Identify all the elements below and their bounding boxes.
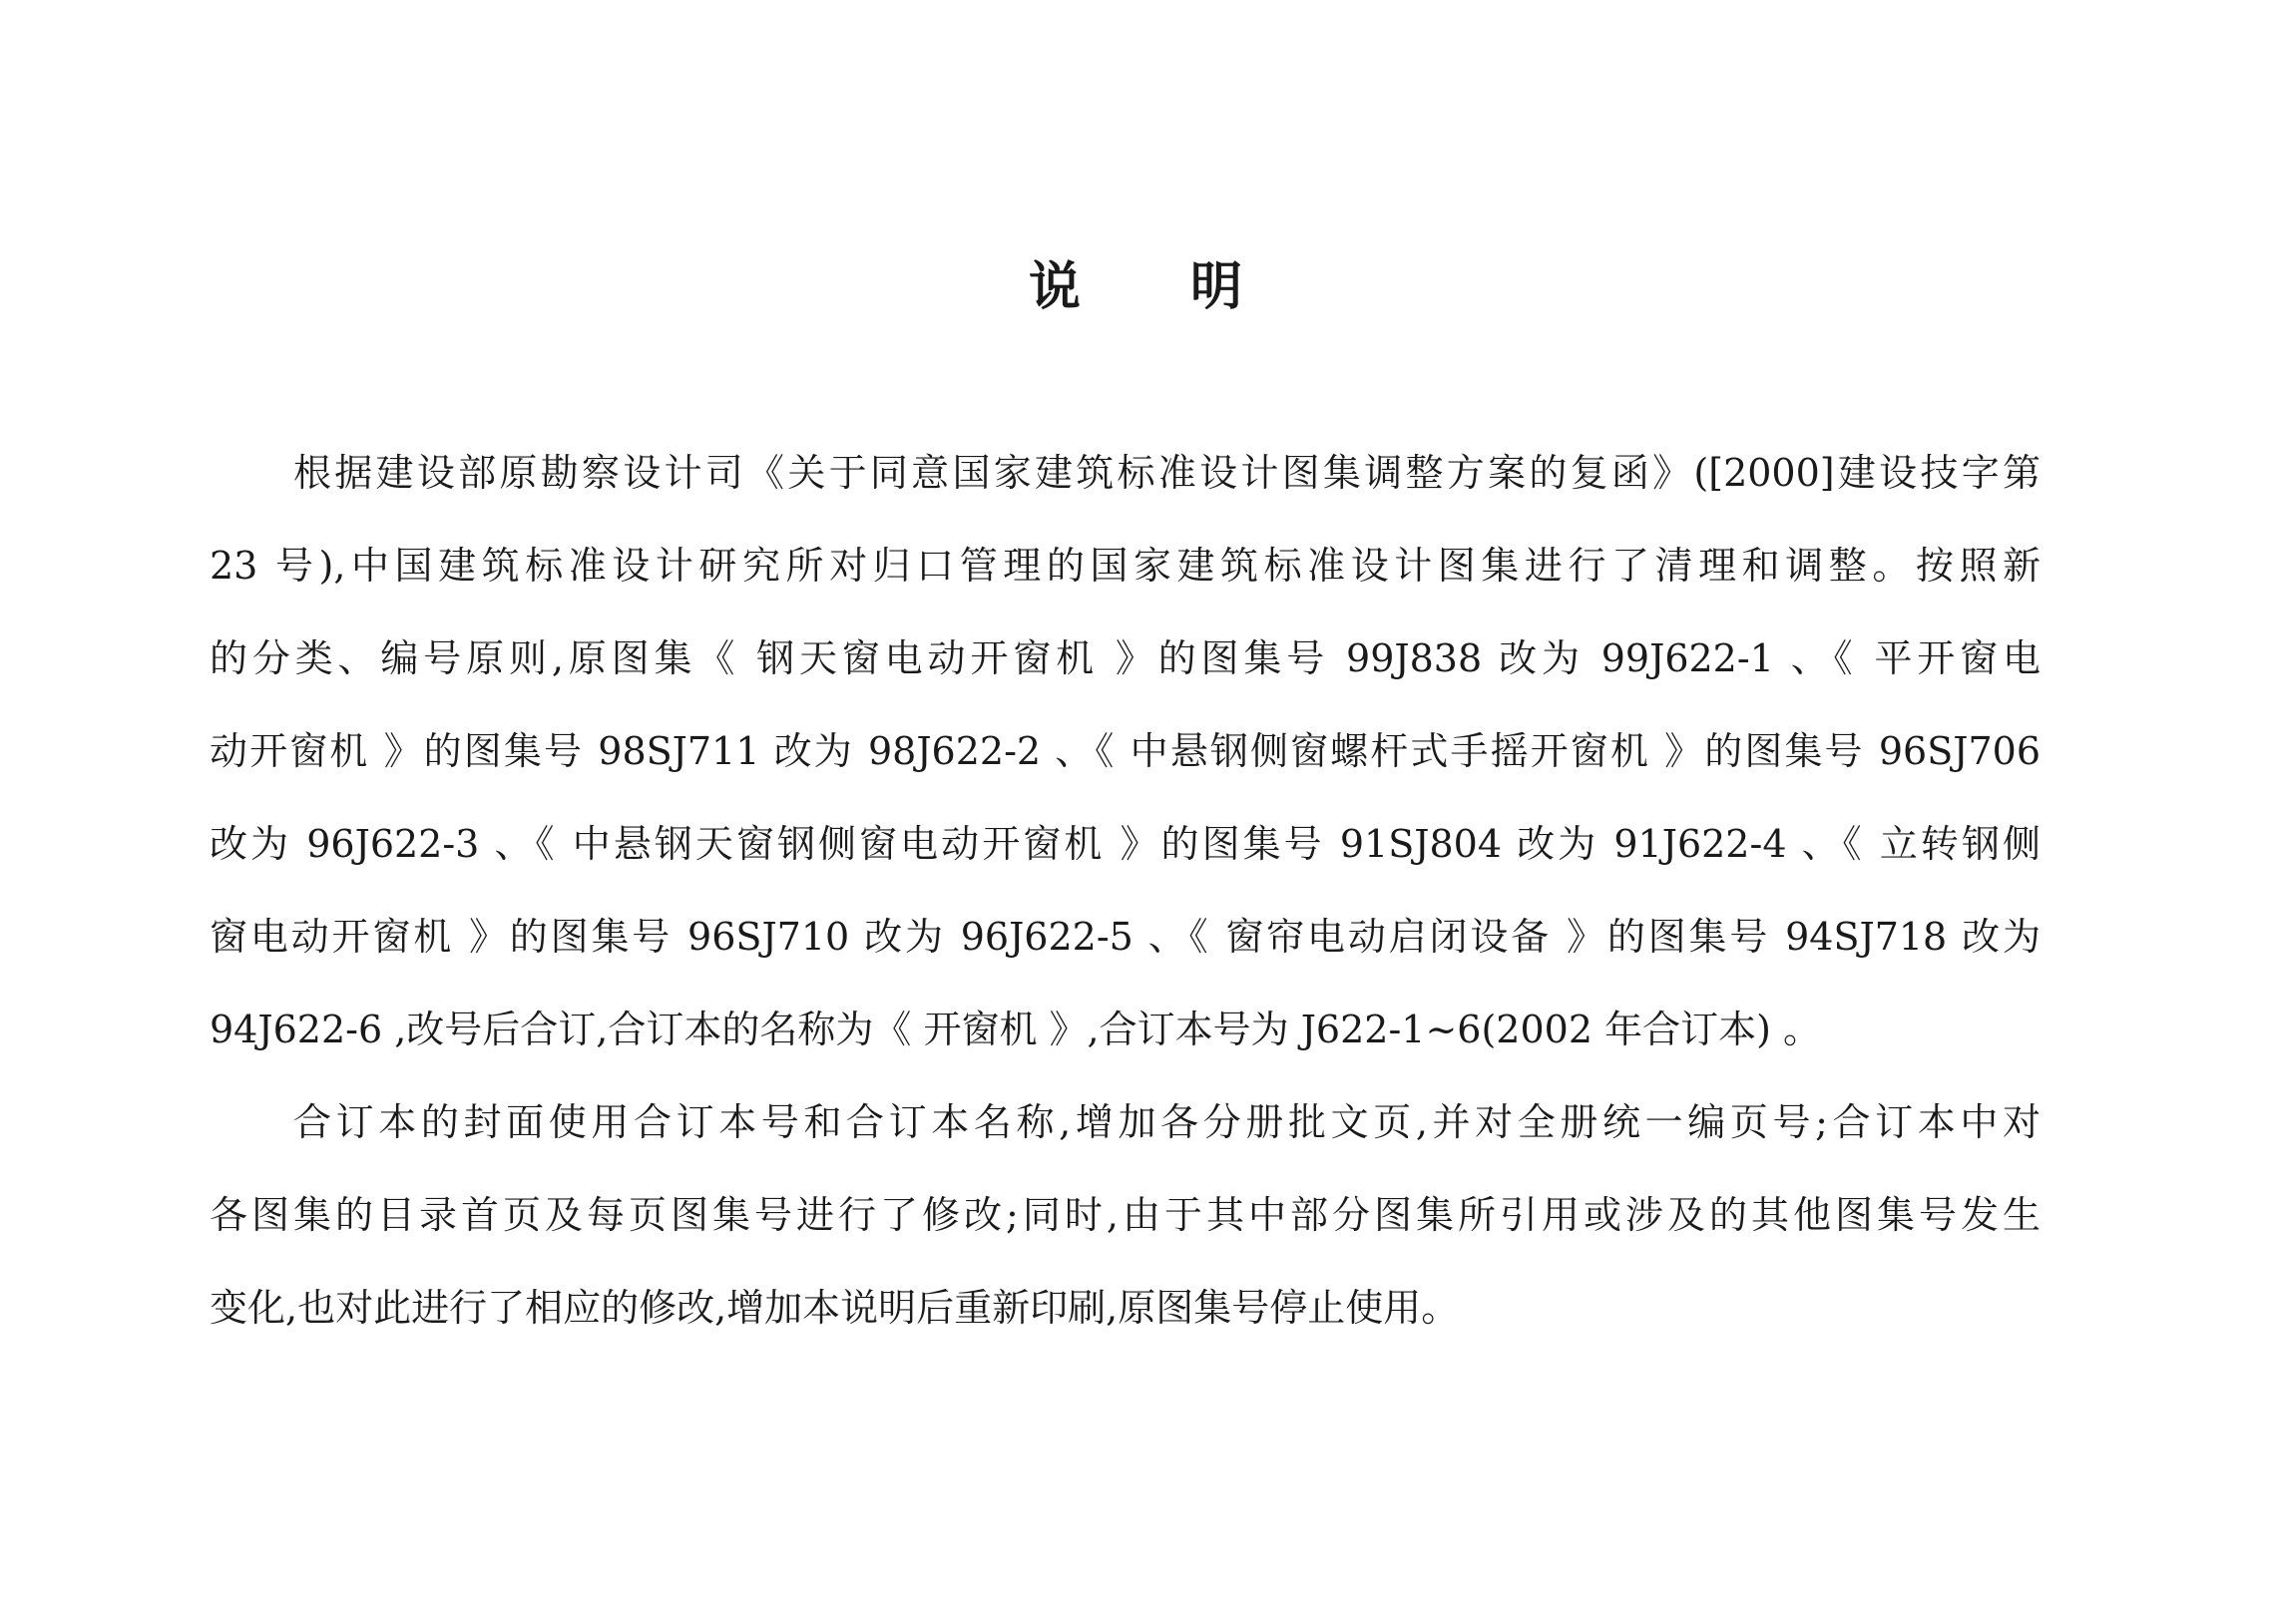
paragraph-line: 改为 96J622-3 、《 中悬钢天窗钢侧窗电动开窗机 》的图集号 91SJ804 改为 91J622-4 、《 立转钢侧 <box>210 822 2041 866</box>
paragraph-line: 94J622-6 ,改号后合订,合订本的名称为《 开窗机 》,合订本号为 J622-1~6(2002 年合订本) 。 <box>210 1008 1822 1051</box>
paragraph-line: 动开窗机 》的图集号 98SJ711 改为 98J622-2 、《 中悬钢侧窗螺杆式手摇开窗机 》的图集号 96SJ706 <box>210 729 2041 773</box>
paragraph-line: 合订本的封面使用合订本号和合订本名称,增加各分册批文页,并对全册统一编页号;合订本中对 <box>293 1100 2041 1144</box>
title-char-2: 明 <box>1190 256 1243 317</box>
paragraph-2 <box>210 1076 2041 1355</box>
paragraph-1 <box>210 427 2041 1076</box>
document-body <box>210 427 2041 1355</box>
page-title <box>0 247 2271 327</box>
paragraph-line: 23 号),中国建筑标准设计研究所对归口管理的国家建筑标准设计图集进行了清理和调整。按照新 <box>210 544 2041 588</box>
paragraph-line: 变化,也对此进行了相应的修改,增加本说明后重新印刷,原图集号停止使用。 <box>210 1286 1460 1330</box>
paragraph-line: 根据建设部原勘察设计司《关于同意国家建筑标准设计图集调整方案的复函》([2000]建设技字第 <box>293 451 2041 495</box>
title-char-1: 说 <box>1028 256 1081 317</box>
paragraph-line: 窗电动开窗机 》的图集号 96SJ710 改为 96J622-5 、《 窗帘电动启闭设备 》的图集号 94SJ718 改为 <box>210 915 2041 959</box>
paragraph-line: 各图集的目录首页及每页图集号进行了修改;同时,由于其中部分图集所引用或涉及的其他图集号发生 <box>210 1193 2041 1237</box>
paragraph-line: 的分类、编号原则,原图集《 钢天窗电动开窗机 》的图集号 99J838 改为 99J622-1 、《 平开窗电 <box>210 636 2041 680</box>
